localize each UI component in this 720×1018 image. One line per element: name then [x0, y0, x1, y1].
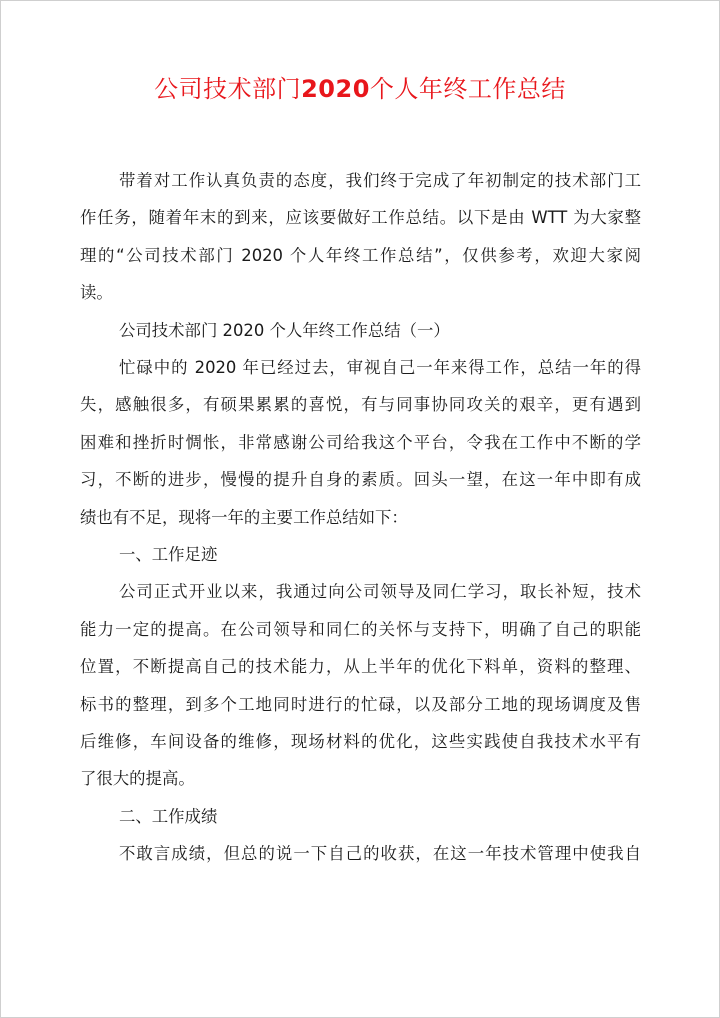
title-year: 2020 [301, 75, 370, 103]
body-line: 了很大的提高。 [80, 769, 195, 789]
body-line: 带着对工作认真负责的态度，我们终于完成了年初制定的技术部门工 [119, 171, 641, 190]
body-line: 理的“公司技术部门 2020 个人年终工作总结”，仅供参考，欢迎大家阅 [80, 245, 641, 265]
body-line: 能力一定的提高。在公司领导和同仁的关怀与支持下，明确了自己的职能 [80, 619, 641, 639]
body-line: 失，感触很多，有硕果累累的喜悦，有与同事协同攻关的艰辛，更有遇到 [80, 395, 641, 415]
document-title [1, 71, 719, 107]
body-line: 公司正式开业以来，我通过向公司领导及同仁学习，取长补短，技术 [119, 582, 641, 602]
body-line: 二、工作成绩 [119, 806, 218, 826]
body-line: 习，不断的进步，慢慢的提升自身的素质。回头一望，在这一年中即有成 [80, 470, 641, 490]
title-suffix: 个人年终工作总结 [369, 75, 566, 103]
title-prefix: 公司技术部门 [154, 75, 302, 103]
body-line: 困难和挫折时惆怅，非常感谢公司给我这个平台，令我在工作中不断的学 [80, 432, 641, 452]
body-line: 作任务，随着年末的到来，应该要做好工作总结。以下是由 WTT 为大家整 [80, 208, 641, 228]
body-line: 后维修，车间设备的维修，现场材料的优化，这些实践使自我技术水平有 [80, 732, 641, 751]
body-line: 一、工作足迹 [119, 545, 218, 564]
body-line: 不敢言成绩，但总的说一下自己的收获，在这一年技术管理中使我自 [119, 844, 641, 864]
body-line: 忙碌中的 2020 年已经过去，审视自己一年来得工作，总结一年的得 [119, 358, 641, 377]
body-line: 读。 [80, 283, 113, 303]
body-line: 公司技术部门 2020 个人年终工作总结（一） [119, 320, 450, 340]
body-line: 位置，不断提高自己的技术能力，从上半年的优化下料单，资料的整理、 [80, 657, 641, 677]
body-line: 标书的整理，到多个工地同时进行的忙碌，以及部分工地的现场调度及售 [80, 694, 641, 714]
body-line: 绩也有不足，现将一年的主要工作总结如下： [80, 507, 408, 527]
